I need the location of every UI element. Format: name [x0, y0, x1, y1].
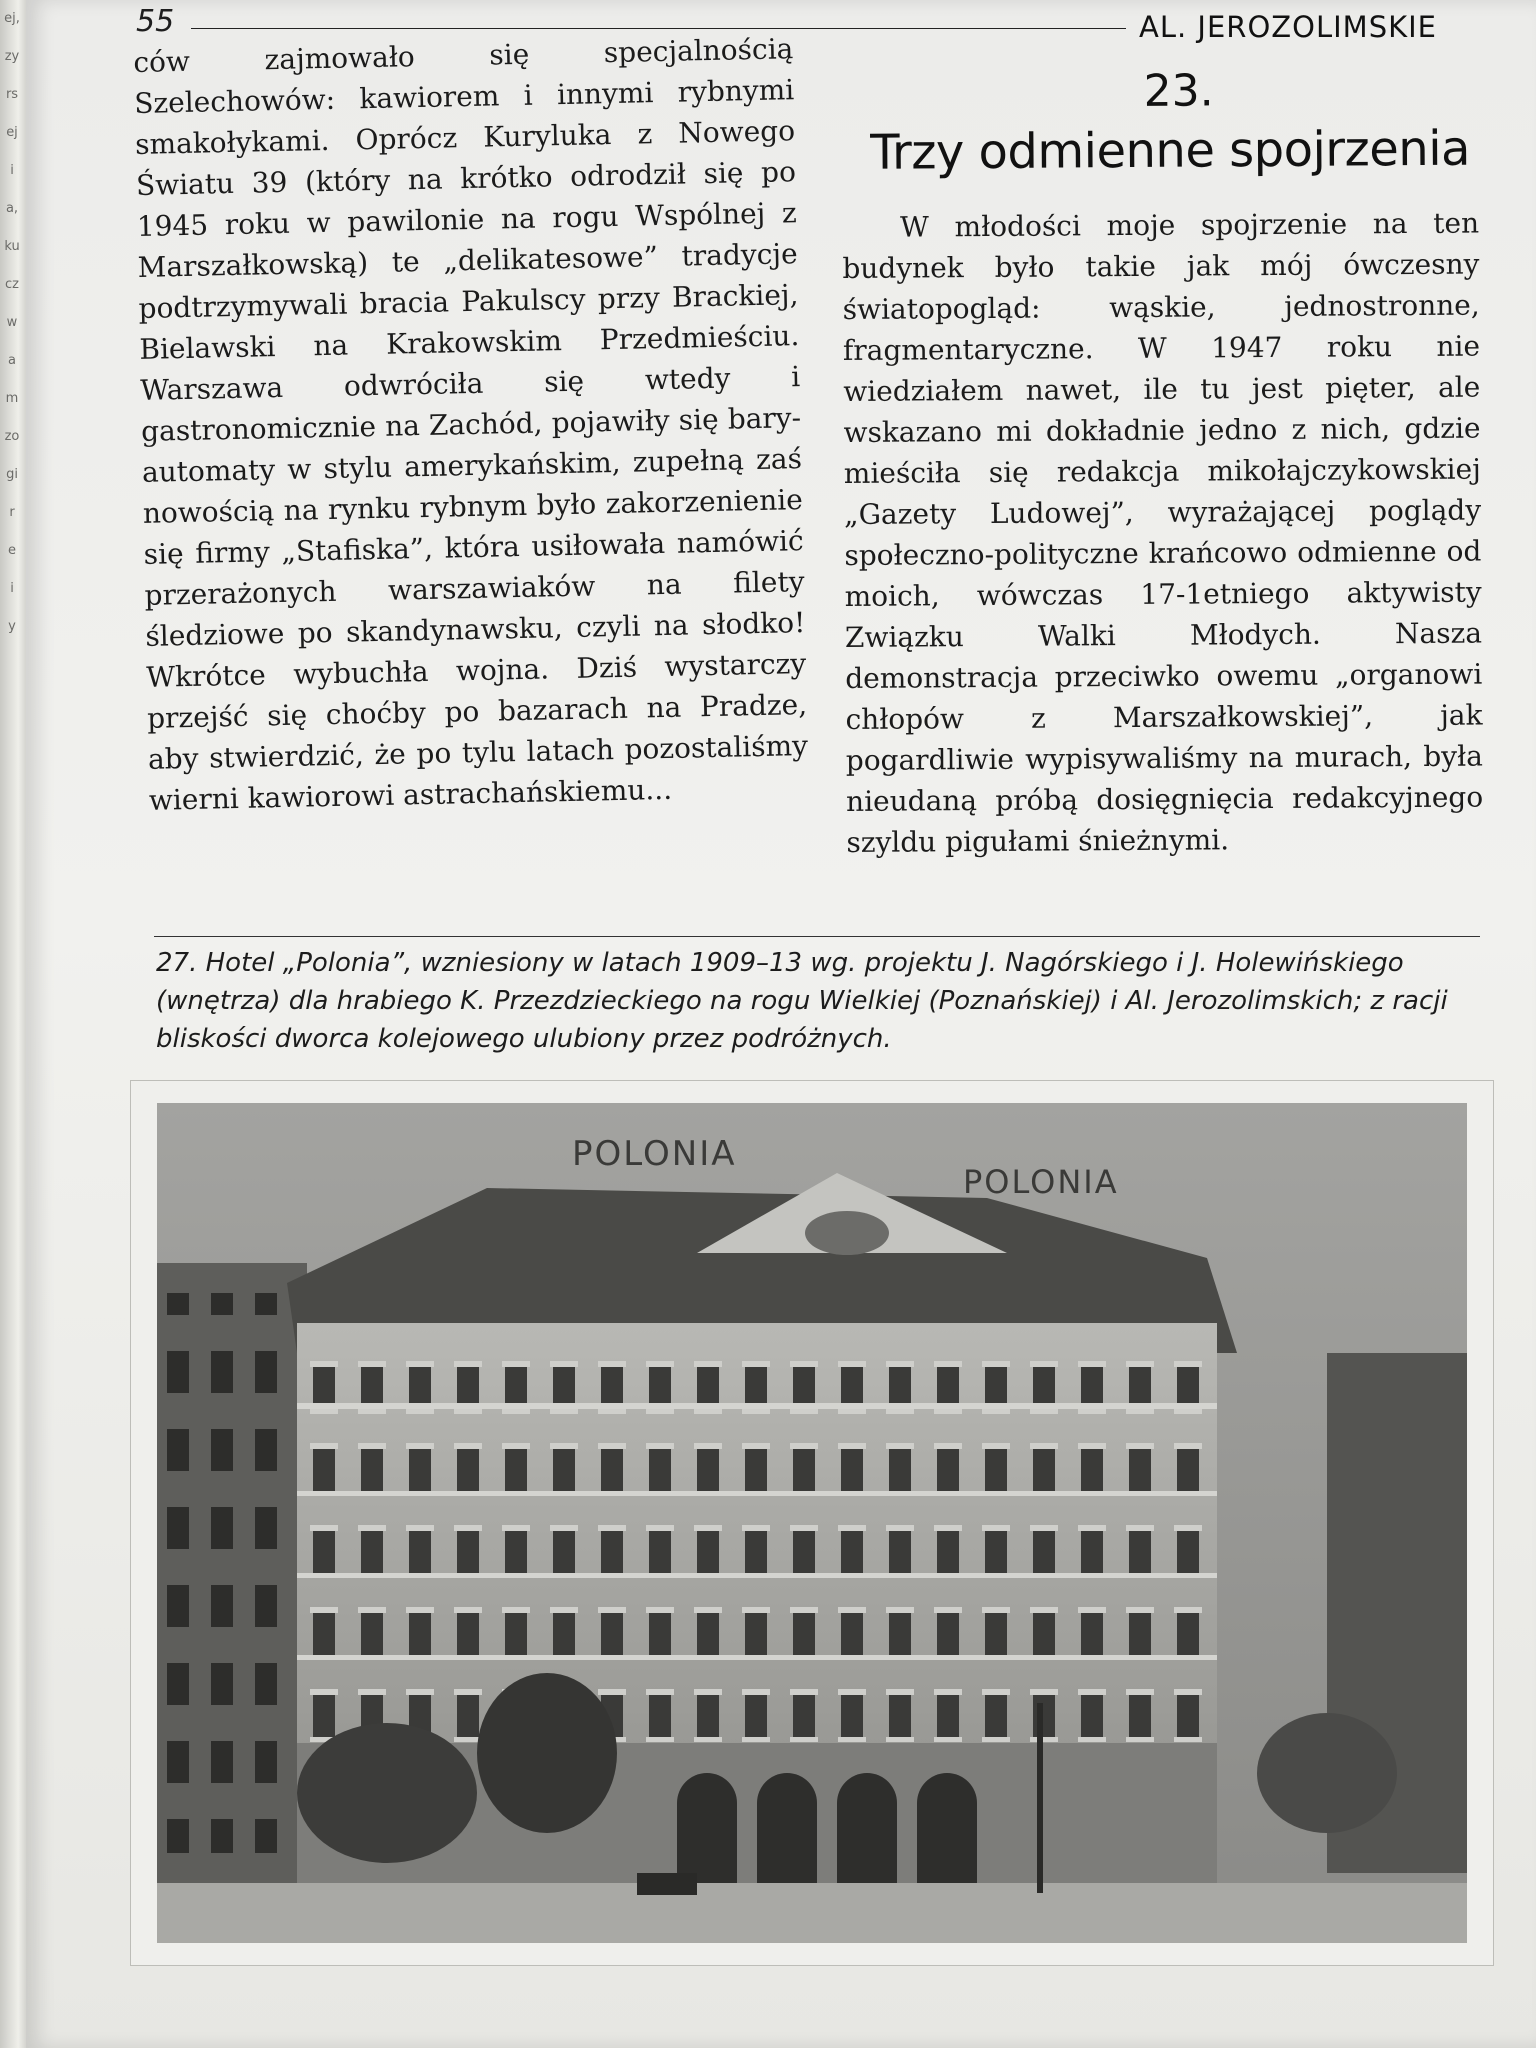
roof-sign-left: POLONIA — [572, 1134, 737, 1174]
cornice-1 — [297, 1403, 1217, 1409]
left-building-windows — [163, 1293, 303, 1853]
spine-fragment: m — [5, 391, 19, 406]
hotel-polonia-photo — [157, 1103, 1467, 1943]
cornice-2 — [297, 1491, 1217, 1496]
running-title: AL. JEROZOLIMSKIE — [1139, 10, 1438, 44]
page-number: 55 — [136, 4, 175, 39]
tree-left — [297, 1723, 477, 1863]
spine-fragment: ej — [6, 125, 18, 140]
chapter-body: W młodości moje spojrzenie na ten budynek było takie jak mój ówczesny światopogląd: wąskie, jednostronne, fragmentaryczne. W 1947 roku nie wiedziałem nawet, ile tu jest pięter, ale wskazano mi dokładnie jedno z nich, gdzie mieściła się redakcja mikołajczykowskiej „Gazety Ludowej”, wyrażającej poglądy społeczno-polityczne krańcowo odmienne od moich, wówczas 17-1etniego aktywisty Związku Walki Młodych. Nasza demonstracja przeciwko owemu „organowi chłopów z Marszałkowskiej”, jak pogardliwie wypisywaliśmy na murach, była nieudaną próbą dosięgnięcia redakcyjnego szyldu pigułami śnieżnymi. — [842, 206, 1484, 859]
street-lamp — [1037, 1703, 1043, 1893]
spine-fragment: gi — [6, 467, 18, 482]
spine-fragment: ej, — [4, 11, 20, 26]
spine-fragment: a — [8, 353, 16, 368]
carriage — [637, 1873, 697, 1895]
caption-rule — [154, 936, 1480, 937]
chapter-title: Trzy odmienne spojrzenia — [870, 120, 1471, 181]
left-column-text: ców zajmowało się specjalnością Szelechowów: kawiorem i innymi rybnymi smakołykami. Oprócz Kuryluka z Nowego Światu 39 (który na krótko odrodził się po 1945 roku w pawilonie na rogu Wspólnej z Marszałkowską) te „delikatesowe” tradycje podtrzymywali bracia Pakulscy przy Brackiej, Bielawski na Krakowskim Przedmieściu. Warszawa odwróciła się wtedy i gastronomicznie na Zachód, pojawiły się bary-automaty w stylu amerykańskim, zupełną zaś nowością na rynku rybnym było zakorzenienie się firmy „Stafiska”, która usiłowała namówić przerażonych warszawiaków na filety śledziowe po skandynawsku, czyli na słodko! Wkrótce wybuchła wojna. Dziś wystarczy przejść się choćby po bazarach na Pradze, aby stwierdzić, że po tylu latach pozostaliśmy wierni kawiorowi astrachańskiemu... — [133, 32, 809, 817]
cornice-4 — [297, 1655, 1217, 1660]
spine-fragment: i — [10, 163, 14, 178]
arch-1 — [677, 1773, 737, 1883]
spine-fragment: i — [10, 581, 14, 596]
book-spine-edge — [0, 0, 26, 2048]
roof-sign-right: POLONIA — [963, 1163, 1119, 1201]
arch-2 — [757, 1773, 817, 1883]
tree-right — [1257, 1713, 1397, 1833]
spine-fragment: zo — [4, 429, 20, 444]
header-rule — [191, 28, 1126, 29]
spine-fragment: r — [9, 505, 15, 520]
spine-fragment: y — [8, 619, 16, 634]
street — [157, 1883, 1467, 1943]
pediment-oval-window — [805, 1211, 889, 1255]
arch-3 — [837, 1773, 897, 1883]
chapter-number: 23. — [1143, 65, 1214, 117]
spine-fragment: a, — [5, 201, 19, 216]
book-page — [26, 0, 1536, 2048]
spine-fragment: cz — [5, 277, 19, 292]
photo-frame — [130, 1080, 1494, 1966]
arch-4 — [917, 1773, 977, 1883]
figure-caption: 27. Hotel „Polonia”, wzniesiony w latach 1909–13 wg. projektu J. Nagórskiego i J. Holewińskiego (wnętrza) dla hrabiego K. Przezdzieckiego na rogu Wielkiej (Poznańskiej) i Al. Jerozolimskich; z racji bliskości dworca kolejowego ulubiony przez podróżnych. — [156, 948, 1448, 1054]
spine-fragment: e — [8, 543, 16, 558]
spine-text-fragments — [2, 0, 22, 646]
right-column — [841, 64, 1484, 863]
cornice-3 — [297, 1573, 1217, 1578]
tree-center — [477, 1673, 617, 1833]
hotel-illustration — [157, 1103, 1467, 1943]
spine-fragment: zy — [4, 49, 20, 64]
spine-fragment: w — [6, 315, 18, 330]
spine-fragment: rs — [5, 87, 19, 102]
spine-fragment: ku — [4, 239, 20, 254]
